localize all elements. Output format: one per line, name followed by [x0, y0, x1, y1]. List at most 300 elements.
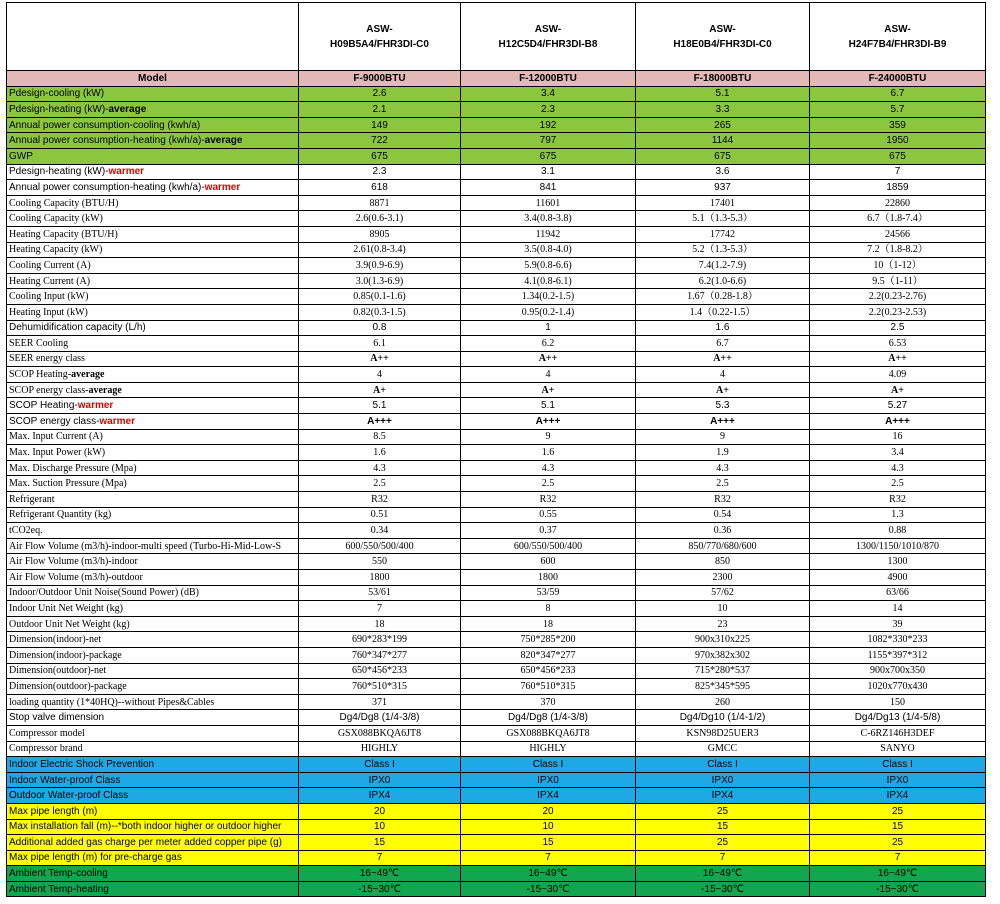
spec-value: 7: [461, 850, 636, 866]
spec-value: 5.3: [636, 398, 810, 414]
spec-value: 825*345*595: [636, 679, 810, 695]
spec-value: 6.7（1.8-7.4）: [810, 211, 986, 227]
spec-value: Class I: [810, 757, 986, 773]
spec-value: KSN98D25UER3: [636, 725, 810, 741]
spec-row: [7, 211, 986, 227]
spec-label: [7, 304, 299, 320]
spec-value: 16~49℃: [461, 866, 636, 882]
spec-value: IPX0: [299, 772, 461, 788]
spec-value: 3.5(0.8-4.0): [461, 242, 636, 258]
spec-value: 7: [299, 850, 461, 866]
spec-value: 25: [810, 803, 986, 819]
spec-value: 2.5: [461, 476, 636, 492]
spec-label-text: Annual power consumption-heating (kwh/a)-: [9, 181, 205, 193]
spec-value: A++: [299, 351, 461, 367]
spec-row: [7, 694, 986, 710]
spec-value: 3.0(1.3-6.9): [299, 273, 461, 289]
spec-row: [7, 398, 986, 414]
spec-row: [7, 195, 986, 211]
spec-value: IPX0: [461, 772, 636, 788]
spec-row: [7, 601, 986, 617]
spec-value: 16~49℃: [636, 866, 810, 882]
spec-label: [7, 850, 299, 866]
spec-value: Dg4/Dg8 (1/4-3/8): [299, 710, 461, 726]
spec-label-suffix: warmer: [204, 181, 241, 193]
spec-label: [7, 725, 299, 741]
spec-label: [7, 757, 299, 773]
spec-label: [7, 289, 299, 305]
spec-value: Class I: [636, 757, 810, 773]
spec-value: 15: [299, 835, 461, 851]
spec-row: [7, 460, 986, 476]
spec-value: 1.6: [636, 320, 810, 336]
spec-value: 937: [636, 180, 810, 196]
spec-value: A+: [810, 382, 986, 398]
spec-value: A++: [461, 351, 636, 367]
spec-value: 39: [810, 616, 986, 632]
spec-value: 1300/1150/1010/870: [810, 538, 986, 554]
spec-label-text: Max installation fall (m)--*both indoor higher or outdoor higher: [9, 821, 282, 833]
spec-value: 3.3: [636, 102, 810, 118]
spec-value: 6.53: [810, 336, 986, 352]
spec-value: 1800: [461, 570, 636, 586]
spec-row: [7, 538, 986, 554]
spec-value: A+: [636, 382, 810, 398]
spec-value: 11601: [461, 195, 636, 211]
spec-row: [7, 133, 986, 149]
spec-value: 600/550/500/400: [299, 538, 461, 554]
spec-value: 0.54: [636, 507, 810, 523]
spec-label: [7, 414, 299, 430]
spec-value: 4: [461, 367, 636, 383]
spec-value: 7: [299, 601, 461, 617]
spec-label-text: Dimension(indoor)-net: [9, 634, 102, 646]
spec-value: 15: [461, 835, 636, 851]
spec-label-text: Outdoor Unit Net Weight (kg): [9, 618, 130, 630]
spec-label: [7, 866, 299, 882]
spec-row: [7, 835, 986, 851]
spec-label-text: Dehumidification capacity (L/h): [9, 322, 146, 334]
spec-value: 1082*330*233: [810, 632, 986, 648]
spec-row: [7, 725, 986, 741]
spec-value: 0.51: [299, 507, 461, 523]
spec-value: 2.2(0.23-2.76): [810, 289, 986, 305]
spec-label-text: Cooling Input (kW): [9, 291, 89, 303]
spec-value: 3.4: [810, 445, 986, 461]
spec-row: [7, 367, 986, 383]
spec-value: -15~30℃: [461, 881, 636, 897]
spec-label: [7, 523, 299, 539]
spec-label: [7, 616, 299, 632]
spec-value: 5.9(0.8-6.6): [461, 258, 636, 274]
spec-value: 15: [810, 819, 986, 835]
spec-value: 760*510*315: [299, 679, 461, 695]
spec-label-suffix: warmer: [108, 166, 145, 178]
spec-value: 22860: [810, 195, 986, 211]
spec-value: F-24000BTU: [810, 71, 986, 87]
spec-row: [7, 414, 986, 430]
spec-label-text: Refrigerant: [9, 493, 55, 505]
spec-value: 1.4（0.22-1.5）: [636, 304, 810, 320]
spec-value: 4.1(0.8-6.1): [461, 273, 636, 289]
spec-row: [7, 647, 986, 663]
model-header-4: ASW- H24F7B4/FHR3DI-B9: [810, 3, 986, 71]
spec-label-text: SEER Cooling: [9, 337, 69, 349]
spec-label: [7, 351, 299, 367]
spec-label: [7, 476, 299, 492]
spec-value: A+++: [461, 414, 636, 430]
spec-value: -15~30℃: [636, 881, 810, 897]
spec-label-text: Dimension(outdoor)-package: [9, 680, 127, 692]
spec-value: IPX4: [810, 788, 986, 804]
spec-label-text: Cooling Current (A): [9, 259, 91, 271]
spec-row: [7, 585, 986, 601]
spec-label-text: Pdesign-cooling (kW): [9, 88, 105, 100]
spec-row: [7, 258, 986, 274]
spec-value: 0.82(0.3-1.5): [299, 304, 461, 320]
spec-label: [7, 835, 299, 851]
spec-row: [7, 523, 986, 539]
spec-row: [7, 71, 986, 87]
spec-row: [7, 429, 986, 445]
spec-value: 0.88: [810, 523, 986, 539]
spec-label: [7, 507, 299, 523]
spec-label: [7, 601, 299, 617]
spec-value: GMCC: [636, 741, 810, 757]
spec-value: 600/550/500/400: [461, 538, 636, 554]
spec-label-text: Max pipe length (m) for pre-charge gas: [9, 852, 182, 864]
spec-value: 5.27: [810, 398, 986, 414]
spec-value: 650*456*233: [461, 663, 636, 679]
spec-value: 5.7: [810, 102, 986, 118]
spec-row: [7, 850, 986, 866]
spec-value: 0.8: [299, 320, 461, 336]
spec-row: [7, 663, 986, 679]
spec-value: R32: [636, 492, 810, 508]
spec-label-text: Ambient Temp-heating: [9, 883, 109, 895]
spec-value: 25: [810, 835, 986, 851]
spec-label-text: Max. Suction Pressure (Mpa): [9, 478, 127, 490]
spec-label: [7, 148, 299, 164]
spec-row: [7, 772, 986, 788]
spec-value: 16~49℃: [299, 866, 461, 882]
spec-label-text: Compressor model: [9, 727, 85, 739]
spec-row: [7, 148, 986, 164]
spec-label: [7, 336, 299, 352]
spec-label-text: Max. Input Power (kW): [9, 447, 106, 459]
spec-value: 2.3: [299, 164, 461, 180]
spec-value: 1.34(0.2-1.5): [461, 289, 636, 305]
spec-value: 20: [461, 803, 636, 819]
spec-value: 1155*397*312: [810, 647, 986, 663]
model-header-2: ASW- H12C5D4/FHR3DI-B8: [461, 3, 636, 71]
spec-value: Dg4/Dg10 (1/4-1/2): [636, 710, 810, 726]
spec-label: [7, 741, 299, 757]
model-header-3: ASW- H18E0B4/FHR3DI-C0: [636, 3, 810, 71]
spec-label-suffix: warmer: [77, 400, 114, 412]
spec-value: 14: [810, 601, 986, 617]
spec-value: 9: [461, 429, 636, 445]
spec-row: [7, 616, 986, 632]
spec-value: 8905: [299, 226, 461, 242]
spec-value: 8871: [299, 195, 461, 211]
spec-value: 2.2(0.23-2.53): [810, 304, 986, 320]
spec-value: 1859: [810, 180, 986, 196]
spec-value: 2.5: [810, 320, 986, 336]
spec-label: [7, 632, 299, 648]
spec-label-text: Annual power consumption-heating (kwh/a)-: [9, 135, 205, 147]
spec-label-text: Dimension(indoor)-package: [9, 649, 122, 661]
spec-label-text: SCOP energy class-: [9, 384, 89, 396]
spec-label-text: SEER energy class: [9, 353, 85, 365]
spec-value: 900x310x225: [636, 632, 810, 648]
spec-label: [7, 663, 299, 679]
spec-row: [7, 741, 986, 757]
spec-value: -15~30℃: [810, 881, 986, 897]
spec-value: 5.1: [461, 398, 636, 414]
spec-value: 18: [461, 616, 636, 632]
spec-label: [7, 226, 299, 242]
spec-label: [7, 803, 299, 819]
spec-label: [7, 398, 299, 414]
spec-value: 15: [636, 819, 810, 835]
spec-label-suffix: warmer: [99, 415, 135, 427]
spec-value: R32: [299, 492, 461, 508]
spec-value: 5.1: [299, 398, 461, 414]
spec-row: [7, 819, 986, 835]
spec-row: [7, 570, 986, 586]
spec-label: [7, 538, 299, 554]
spec-value: 9: [636, 429, 810, 445]
spec-value: 1.67（0.28-1.8）: [636, 289, 810, 305]
spec-label-text: Stop valve dimension: [9, 712, 105, 724]
spec-value: 1.9: [636, 445, 810, 461]
spec-value: 4: [299, 367, 461, 383]
spec-value: Dg4/Dg8 (1/4-3/8): [461, 710, 636, 726]
spec-value: A+: [299, 382, 461, 398]
spec-value: 10（1-12）: [810, 258, 986, 274]
spec-value: A+++: [299, 414, 461, 430]
spec-value: 192: [461, 117, 636, 133]
spec-row: [7, 710, 986, 726]
spec-value: 2.6: [299, 86, 461, 102]
spec-label-text: Air Flow Volume (m3/h)-outdoor: [9, 571, 143, 583]
spec-label: [7, 195, 299, 211]
spec-label: [7, 242, 299, 258]
spec-row: [7, 320, 986, 336]
spec-label-text: SCOP Heating-: [9, 400, 78, 412]
header-corner: [7, 3, 299, 71]
spec-label: [7, 258, 299, 274]
spec-row: [7, 881, 986, 897]
spec-value: A+++: [636, 414, 810, 430]
spec-value: 149: [299, 117, 461, 133]
spec-value: 260: [636, 694, 810, 710]
spec-value: 0.55: [461, 507, 636, 523]
spec-value: 4.3: [636, 460, 810, 476]
spec-value: 850/770/680/600: [636, 538, 810, 554]
spec-label-text: Model: [138, 72, 167, 84]
spec-label-suffix: average: [71, 369, 105, 381]
spec-value: F-9000BTU: [299, 71, 461, 87]
spec-value: 2.5: [810, 476, 986, 492]
spec-label-text: Indoor Unit Net Weight (kg): [9, 602, 123, 614]
spec-label: [7, 492, 299, 508]
spec-value: 550: [299, 554, 461, 570]
spec-value: 16~49℃: [810, 866, 986, 882]
spec-value: 359: [810, 117, 986, 133]
spec-label: [7, 429, 299, 445]
spec-row: [7, 757, 986, 773]
spec-value: GSX088BKQA6JT8: [461, 725, 636, 741]
spec-value: 371: [299, 694, 461, 710]
spec-label: [7, 460, 299, 476]
spec-label: [7, 554, 299, 570]
spec-value: 2300: [636, 570, 810, 586]
spec-value: 25: [636, 835, 810, 851]
spec-value: 3.1: [461, 164, 636, 180]
spec-value: 23: [636, 616, 810, 632]
spec-value: 57/62: [636, 585, 810, 601]
spec-value: 820*347*277: [461, 647, 636, 663]
spec-value: 25: [636, 803, 810, 819]
spec-value: 1.6: [299, 445, 461, 461]
spec-value: 690*283*199: [299, 632, 461, 648]
spec-value: F-12000BTU: [461, 71, 636, 87]
spec-value: 7: [810, 164, 986, 180]
spec-value: 618: [299, 180, 461, 196]
spec-value: 2.5: [636, 476, 810, 492]
spec-value: 63/66: [810, 585, 986, 601]
spec-label-suffix: average: [204, 135, 243, 147]
spec-label-text: Indoor Electric Shock Prevention: [9, 758, 155, 770]
spec-value: 675: [636, 148, 810, 164]
spec-row: [7, 336, 986, 352]
spec-value: 6.7: [636, 336, 810, 352]
spec-row: [7, 632, 986, 648]
spec-label: [7, 382, 299, 398]
spec-value: 3.6: [636, 164, 810, 180]
spec-value: 4.3: [299, 460, 461, 476]
spec-value: Class I: [299, 757, 461, 773]
spec-row: [7, 273, 986, 289]
spec-value: 5.1: [636, 86, 810, 102]
spec-value: 17742: [636, 226, 810, 242]
spec-value: 1.6: [461, 445, 636, 461]
spec-label-text: Ambient Temp-cooling: [9, 868, 108, 880]
spec-value: 0.95(0.2-1.4): [461, 304, 636, 320]
spec-label: [7, 881, 299, 897]
spec-value: 3.4: [461, 86, 636, 102]
spec-label-text: Dimension(outdoor)-net: [9, 665, 107, 677]
spec-label: [7, 788, 299, 804]
spec-value: 6.7: [810, 86, 986, 102]
spec-label-text: Heating Capacity (BTU/H): [9, 228, 118, 240]
spec-value: Class I: [461, 757, 636, 773]
spec-value: 53/59: [461, 585, 636, 601]
spec-value: 3.9(0.9-6.9): [299, 258, 461, 274]
spec-label-text: Heating Capacity (kW): [9, 244, 103, 256]
spec-value: 760*347*277: [299, 647, 461, 663]
spec-value: 900x700x350: [810, 663, 986, 679]
spec-label-text: Indoor Water-proof Class: [9, 774, 121, 786]
spec-row: [7, 351, 986, 367]
spec-value: 7: [810, 850, 986, 866]
spec-value: 10: [461, 819, 636, 835]
spec-value: 675: [810, 148, 986, 164]
spec-value: 4900: [810, 570, 986, 586]
spec-label: [7, 273, 299, 289]
spec-label: [7, 164, 299, 180]
model-header-1: ASW- H09B5A4/FHR3DI-C0: [299, 3, 461, 71]
spec-value: 20: [299, 803, 461, 819]
spec-row: [7, 866, 986, 882]
spec-label: [7, 367, 299, 383]
spec-value: 11942: [461, 226, 636, 242]
spec-value: 5.2（1.3-5.3）: [636, 242, 810, 258]
spec-value: 1800: [299, 570, 461, 586]
spec-row: [7, 304, 986, 320]
spec-value: 0.36: [636, 523, 810, 539]
spec-label-text: Heating Current (A): [9, 275, 91, 287]
spec-value: 7.2（1.8-8.2）: [810, 242, 986, 258]
spec-value: 4.3: [810, 460, 986, 476]
spec-label-text: Max. Input Current (A): [9, 431, 103, 443]
spec-label-text: Heating Input (kW): [9, 306, 88, 318]
spec-value: HIGHLY: [461, 741, 636, 757]
spec-value: 0.37: [461, 523, 636, 539]
spec-value: 10: [299, 819, 461, 835]
spec-value: R32: [810, 492, 986, 508]
spec-value: 1: [461, 320, 636, 336]
spec-value: 1950: [810, 133, 986, 149]
spec-value: C-6RZ146H3DEF: [810, 725, 986, 741]
spec-label-text: Air Flow Volume (m3/h)-indoor: [9, 556, 138, 568]
spec-value: R32: [461, 492, 636, 508]
spec-value: 4.3: [461, 460, 636, 476]
spec-label: [7, 133, 299, 149]
spec-value: SANYO: [810, 741, 986, 757]
spec-value: IPX4: [636, 788, 810, 804]
spec-value: 0.85(0.1-1.6): [299, 289, 461, 305]
spec-value: 18: [299, 616, 461, 632]
spec-label: [7, 445, 299, 461]
spec-label-text: Annual power consumption-cooling (kwh/a): [9, 119, 201, 131]
spec-row: [7, 289, 986, 305]
spec-label-text: tCO2eq.: [9, 525, 43, 537]
spec-value: 8.5: [299, 429, 461, 445]
spec-value: IPX4: [461, 788, 636, 804]
spec-value: 2.1: [299, 102, 461, 118]
spec-value: 675: [299, 148, 461, 164]
spec-value: 4: [636, 367, 810, 383]
spec-label: [7, 180, 299, 196]
spec-label-text: GWP: [9, 150, 33, 162]
spec-value: 0.34: [299, 523, 461, 539]
spec-row: [7, 788, 986, 804]
spec-label-text: Max. Discharge Pressure (Mpa): [9, 462, 137, 474]
spec-row: [7, 164, 986, 180]
spec-value: 4.09: [810, 367, 986, 383]
spec-row: [7, 445, 986, 461]
spec-label-text: Pdesign-heating (kW)-: [9, 103, 109, 115]
spec-value: GSX088BKQA6JT8: [299, 725, 461, 741]
spec-row: [7, 180, 986, 196]
spec-value: 53/61: [299, 585, 461, 601]
spec-row: [7, 382, 986, 398]
spec-label: [7, 71, 299, 87]
spec-value: 715*280*537: [636, 663, 810, 679]
